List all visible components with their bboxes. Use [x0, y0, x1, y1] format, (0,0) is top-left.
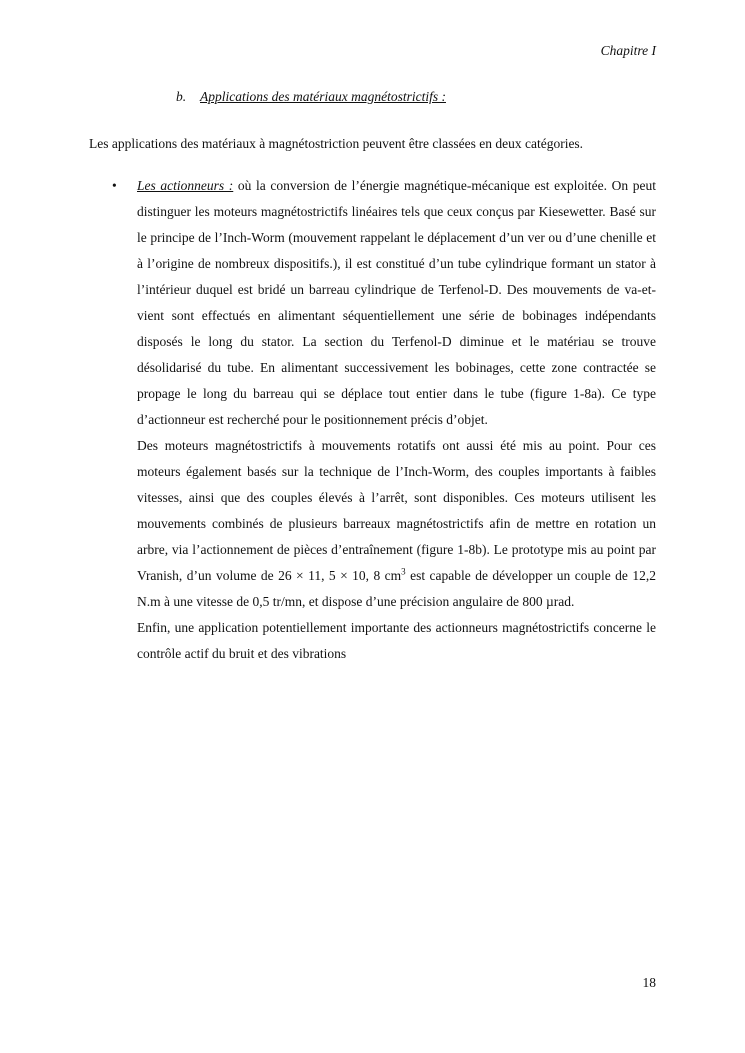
superscript: 3	[401, 566, 406, 577]
page-number: 18	[642, 975, 656, 990]
intro-paragraph: Les applications des matériaux à magnétostriction peuvent être classées en deux catégories.	[89, 136, 584, 151]
section-title: Applications des matériaux magnétostrictifs :	[200, 89, 446, 104]
paragraph-rotary-motors	[137, 433, 656, 615]
running-header: Chapitre I	[600, 43, 656, 58]
bullet-icon: •	[112, 178, 117, 193]
paragraph-active-control: Enfin, une application potentiellement importante des actionneurs magnétostrictifs concerne le contrôle actif du bruit et des vibrations	[137, 620, 656, 661]
paragraph-text: où la conversion de l’énergie magnétique-mécanique est exploitée. On peut distinguer les moteurs magnétostrictifs linéaires tels que ceux conçus par Kiesewetter. Basé sur le principe de l’Inch-Worm (mouvement rappelant le déplacement d’un ver ou d’une chenille et à l’origine de nombreux dispositifs.), il est constitué d’un tube cylindrique formant un stator à l’intérieur duquel est bridé un barreau cylindrique de Terfenol-D. Des mouvements de va-et-vient sont effectués en alimentant séquentiellement une série de bobinages indépendants disposés le long du stator. La section du Terfenol-D diminue et le matériau se trouve désolidarisé du tube. En alimentant successivement les bobinages, cette zone contractée se propage le long du barreau qui se déplace tout entier dans le tube (figure 1-8a). Ce type d’actionneur est recherché pour le positionnement précis d’objet.	[137, 178, 656, 427]
paragraph-linear-motors	[137, 173, 656, 433]
paragraph-text: Des moteurs magnétostrictifs à mouvements rotatifs ont aussi été mis au point. Pour ces moteurs également basés sur la technique de l’Inch-Worm, des couples importants à faibles vitesses, ainsi que des couples élevés à l’arrêt, sont disponibles. Ces moteurs utilisent les mouvements combinés de plusieurs barreaux magnétostrictifs afin de mettre en rotation un arbre, via l’actionnement de pièces d’entraînement (figure 1-8b). Le prototype mis au point par Vranish, d’un volume de 26 × 11, 5 × 10, 8 cm	[137, 438, 656, 583]
section-number: b.	[176, 89, 187, 104]
bullet-list	[89, 173, 656, 667]
lead-term: Les actionneurs :	[137, 178, 234, 193]
bullet-item-actionneurs	[89, 173, 656, 667]
section-heading	[176, 89, 446, 105]
paragraph-text: est capable de développer un couple de 12,2 N.m à une vitesse de 0,5 tr/mn, et dispose d’une précision angulaire de 800 µrad.	[137, 568, 656, 609]
